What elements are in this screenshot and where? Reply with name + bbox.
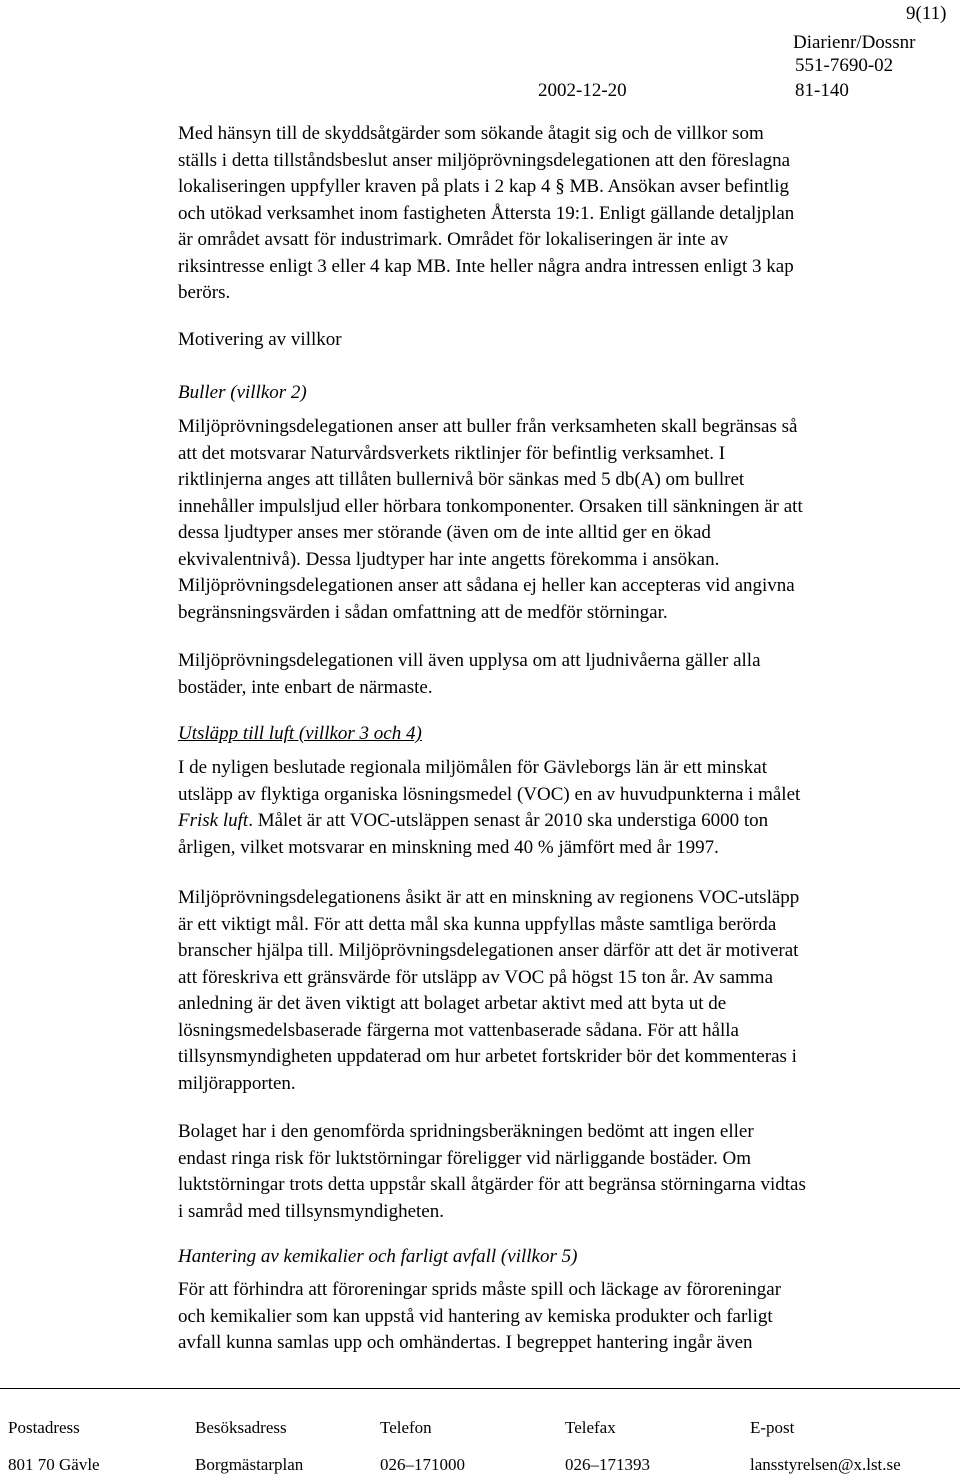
text-line: och kemikalier som kan uppstå vid hantering av kemiska produkter och farligt: [178, 1305, 773, 1327]
text-line: bostäder, inte enbart de närmaste.: [178, 676, 433, 698]
text-line: I de nyligen beslutade regionala miljömålen för Gävleborgs län är ett minskat: [178, 757, 767, 778]
text-line: att det motsvarar Naturvårdsverkets riktlinjer för befintlig verksamhet. I: [178, 442, 726, 464]
text-line: luktstörningar trots detta uppstår skall åtgärder för att begränsa störningarna vidtas: [178, 1174, 806, 1195]
utslapp-paragraph-2: [178, 885, 938, 1097]
page-number: 9(11): [906, 3, 947, 24]
utslapp-paragraph-1: [178, 755, 938, 861]
footer-postadress: 801 70 Gävle: [8, 1455, 100, 1474]
text-line: Miljöprövningsdelegationen vill även upplysa om att ljudnivåerna gäller alla: [178, 650, 761, 671]
text-fragment: . Målet är att VOC-utsläppen senast år 2010 ska understiga 6000 ton: [248, 810, 769, 831]
text-line: begränsningsvärden i sådan omfattning att de medför störningar.: [178, 601, 668, 623]
text-line: Miljöprövningsdelegationen anser att sådana ej heller kan accepteras vid angivna: [178, 575, 795, 596]
footer-email-link[interactable]: lansstyrelsen@x.lst.se: [750, 1455, 901, 1474]
buller-paragraph: [178, 414, 938, 626]
footer-divider: [0, 1388, 960, 1389]
text-line: endast ringa risk för luktstörningar föreligger vid närliggande bostäder. Om: [178, 1147, 752, 1169]
footer-label-epost: E-post: [750, 1418, 795, 1437]
text-line: riktlinjerna anges att tillåten bullernivå bör sänkas med 5 db(A) om bullret: [178, 469, 745, 490]
text-line: ekvivalentnivå). Dessa ljudtyper har inte angetts förekomma i ansökan.: [178, 548, 720, 570]
text-line: att föreskriva ett gränsvärde för utsläpp av VOC på högst 15 ton år. Av samma: [178, 966, 774, 988]
diarienr-value-2: 81-140: [795, 80, 849, 101]
text-line: i samråd med tillsynsmyndigheten.: [178, 1200, 444, 1222]
text-line: Miljöprövningsdelegationens åsikt är att en minskning av regionens VOC-utsläpp: [178, 887, 800, 908]
text-line: Miljöprövningsdelegationen anser att buller från verksamheten skall begränsas så: [178, 416, 798, 437]
text-line: dessa ljudtyper anses mer störande (även om de inte alltid ger en ökad: [178, 522, 711, 543]
subheading-buller: Buller (villkor 2): [178, 382, 307, 403]
footer-besoksadress: Borgmästarplan: [195, 1455, 304, 1474]
text-line: branscher hjälpa till. Miljöprövningsdelegationen anser därför att det är motiverat: [178, 940, 799, 961]
text-line: berörs.: [178, 282, 231, 303]
footer-label-postadress: Postadress: [8, 1418, 80, 1437]
text-line: Med hänsyn till de skyddsåtgärder som sökande åtagit sig och de villkor som: [178, 123, 764, 144]
footer-label-telefon: Telefon: [380, 1418, 432, 1437]
buller-paragraph-2: [178, 648, 938, 701]
text-line: lösningsmedelsbaserade färgerna mot vattenbaserade sådana. För att hålla: [178, 1019, 739, 1041]
text-line: riksintresse enligt 3 eller 4 kap MB. Inte heller några andra intressen enligt 3 kap: [178, 255, 794, 277]
text-line: För att förhindra att föroreningar sprids måste spill och läckage av föroreningar: [178, 1279, 782, 1300]
text-line: Bolaget har i den genomförda spridningsberäkningen bedömt att ingen eller: [178, 1121, 754, 1142]
text-line: lokaliseringen uppfyller kraven på plats i 2 kap 4 § MB. Ansökan avser befintlig: [178, 176, 790, 197]
text-line: är området avsatt för industrimark. Området för lokaliseringen är inte av: [178, 229, 729, 250]
footer-telefon: 026–171000: [380, 1455, 465, 1474]
text-line: tillsynsmyndigheten uppdaterad om hur arbetet fortskrider bör det kommenteras i: [178, 1046, 797, 1067]
text-line: och utökad verksamhet inom fastigheten Åttersta 19:1. Enligt gällande detaljplan: [178, 202, 795, 224]
subheading-utslapp: Utsläpp till luft (villkor 3 och 4): [178, 723, 422, 744]
diarienr-value-1: 551-7690-02: [795, 55, 894, 76]
text-line: årligen, vilket motsvarar en minskning med 40 % jämfört med år 1997.: [178, 836, 719, 858]
text-line: avfall kunna samlas upp och omhändertas. I begreppet hantering ingår även: [178, 1332, 753, 1353]
text-line: är ett viktigt mål. För att detta mål ska kunna uppfyllas måste samtliga berörda: [178, 913, 777, 935]
utslapp-paragraph-3: [178, 1119, 938, 1225]
footer-telefax: 026–171393: [565, 1455, 650, 1474]
intro-paragraph: [178, 121, 938, 307]
document-date: 2002-12-20: [538, 80, 627, 101]
text-line: anledning är det även viktigt att bolaget arbetar aktivt med att byta ut de: [178, 993, 727, 1014]
text-line: innehåller impulsljud eller hörbara tonkomponenter. Orsaken till sänkningen är att: [178, 495, 803, 517]
footer-label-besoksadress: Besöksadress: [195, 1418, 287, 1437]
kemikalier-paragraph: [178, 1277, 938, 1357]
italic-term: Frisk luft: [178, 810, 249, 831]
text-line: [178, 808, 938, 835]
footer-label-telefax: Telefax: [565, 1418, 616, 1437]
diarienr-label: Diarienr/Dossnr: [793, 32, 916, 53]
text-line: utsläpp av flyktiga organiska lösningsmedel (VOC) en av huvudpunkterna i målet: [178, 783, 801, 805]
text-line: miljörapporten.: [178, 1072, 296, 1094]
text-line: ställs i detta tillståndsbeslut anser miljöprövningsdelegationen att den föreslagna: [178, 149, 791, 171]
subheading-kemikalier: Hantering av kemikalier och farligt avfall (villkor 5): [178, 1246, 578, 1267]
section-heading: Motivering av villkor: [178, 329, 342, 350]
